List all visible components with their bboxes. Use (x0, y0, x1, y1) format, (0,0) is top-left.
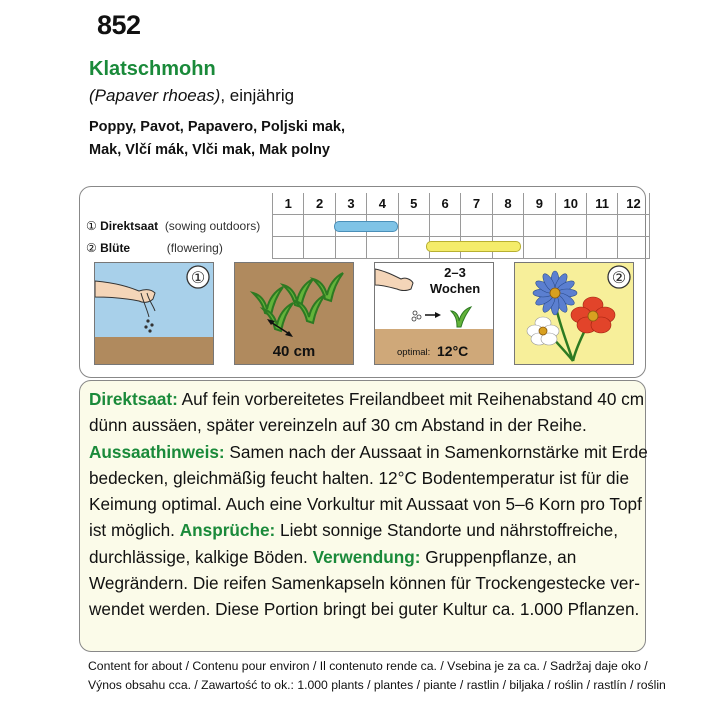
text-line: Wegrändern. Die reifen Samenkapseln können für Trockengestecke ver- (89, 573, 640, 594)
flowering-period-bar (426, 241, 521, 252)
month-label: 9 (524, 193, 555, 215)
spacing-illustration (234, 262, 354, 365)
latin-name: (Papaver rhoeas) (89, 86, 221, 105)
month-label: 7 (461, 193, 492, 215)
month-label: 1 (273, 193, 304, 215)
common-names-line-1: Poppy, Pavot, Papavero, Poljski mak, (89, 119, 345, 135)
spacing-label: 40 cm (272, 343, 316, 360)
germination-soil (375, 329, 493, 364)
tile-marker-1: ① (190, 270, 206, 287)
text-line: dünn aussäen, später vereinzeln auf 30 cm Abstand in der Reihe. (89, 415, 587, 436)
sowing-sublabel: (sowing outdoors) (164, 218, 261, 233)
latin-name-line (89, 86, 294, 106)
marker-2: ② (86, 240, 97, 255)
text-line: Direktsaat: Auf fein vorbereitetes Freilandbeet mit Reihenabstand 40 cm (89, 389, 645, 409)
flowering-label: Blüte (100, 240, 131, 255)
month-label: 11 (586, 193, 617, 215)
text-line: Aussaathinweis: Samen nach der Aussaat in Samenkornstärke mit Erde (89, 441, 648, 462)
month-label: 4 (367, 193, 398, 215)
keyword-verwendung: Verwendung: (312, 546, 421, 567)
marker-1: ① (86, 218, 97, 233)
optimal-label: optimal: (397, 347, 431, 358)
flowering-illustration (514, 262, 634, 365)
calendar-row-flowering (86, 237, 649, 259)
month-label: 5 (398, 193, 429, 215)
text-line: durchlässige, kalkige Böden. Verwendung: Gruppenpflanze, an (89, 546, 577, 567)
text-line: ist möglich. Ansprüche: Liebt sonnige Standorte und nährstoffreiche, (89, 520, 618, 541)
tile-marker-2: ② (611, 270, 627, 287)
soil-strip (95, 337, 213, 364)
optimal-temperature: 12°C (437, 343, 469, 359)
sowing-period-bar (334, 221, 398, 232)
footer-line-1: Content for about / Contenu pour environ / Il contenuto rende ca. / Vsebina je za ca. / Sadržaj daje oko / (88, 659, 648, 673)
month-label: 10 (555, 193, 586, 215)
calendar-header-row (86, 193, 649, 215)
keyword-aussaathinweis: Aussaathinweis: (89, 441, 225, 462)
sowing-label: Direktsaat (100, 218, 159, 233)
common-names-line-2: Mak, Vlčí mák, Vlči mak, Mak polny (89, 142, 330, 158)
article-number: 852 (97, 10, 141, 40)
latin-suffix: , einjährig (220, 86, 295, 105)
month-label: 12 (618, 193, 649, 215)
sowing-row-label (86, 215, 273, 237)
month-label: 3 (335, 193, 366, 215)
flowering-row-label (86, 237, 273, 259)
keyword-ansprueche: Ansprüche: (179, 520, 276, 541)
germination-illustration (374, 262, 494, 365)
text-line: Keimung optimal. Auch eine Vorkultur mit Aussaat von 5–6 Korn pro Topf (89, 494, 642, 515)
keyword-direktsaat: Direktsaat: (89, 389, 178, 409)
description-text (89, 386, 648, 623)
flowering-sublabel: (flowering) (166, 240, 223, 255)
plant-title: Klatschmohn (89, 58, 216, 80)
month-label: 2 (304, 193, 335, 215)
germination-weeks: 2–3 Wochen (429, 265, 481, 296)
footer-line-2: Výnos obsahu cca. / Zawartość to ok.: 1.000 plants / plantes / piante / rastlin / biljaka / roślin / rastlín / roślin (88, 678, 666, 692)
month-label: 8 (492, 193, 523, 215)
month-label: 6 (429, 193, 460, 215)
sowing-illustration (94, 262, 214, 365)
text-line: bedecken, gleichmäßig feucht halten. 12°C Bodentemperatur ist für die (89, 467, 629, 488)
text-line: wendet werden. Diese Portion bringt bei guter Kultur ca. 1.000 Pflanzen. (89, 599, 640, 620)
